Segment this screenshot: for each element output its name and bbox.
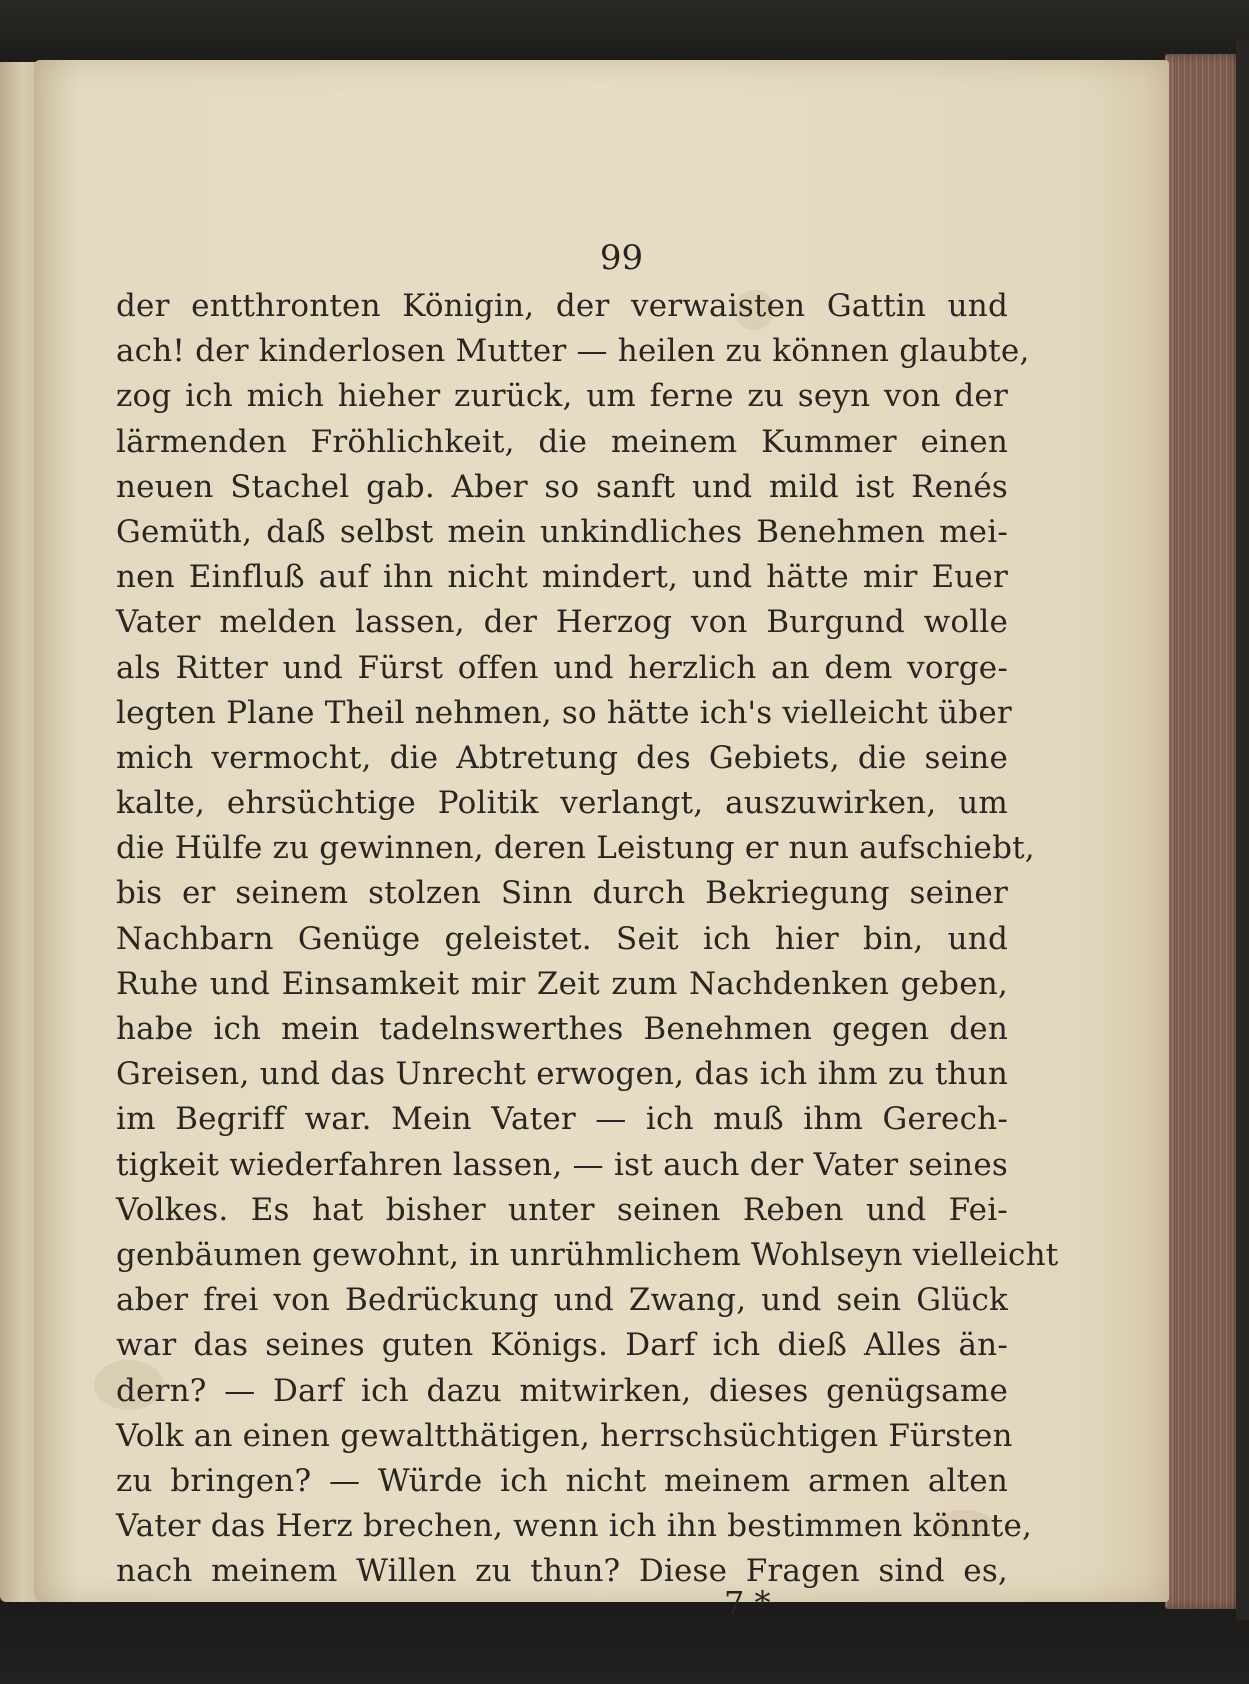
text-line: neuen Stachel gab. Aber so sanft und mild ist Renés bbox=[116, 468, 1008, 505]
text-line: als Ritter und Fürst offen und herzlich an dem vorge- bbox=[116, 649, 1008, 686]
text-line: lärmenden Fröhlichkeit, die meinem Kummer einen bbox=[116, 423, 1008, 460]
text-line: bis er seinem stolzen Sinn durch Bekriegung seiner bbox=[116, 875, 1008, 912]
text-line: Gemüth, daß selbst mein unkindliches Benehmen mei- bbox=[116, 513, 1008, 550]
printer-signature-mark: 7 * bbox=[724, 1584, 771, 1622]
text-line: aber frei von Bedrückung und Zwang, und sein Glück bbox=[116, 1282, 1008, 1319]
book-cover-edge bbox=[1236, 40, 1249, 1620]
text-line: Ruhe und Einsamkeit mir Zeit zum Nachdenken geben, bbox=[116, 965, 1008, 1002]
text-line: tigkeit wiederfahren lassen, — ist auch der Vater seines bbox=[116, 1146, 1008, 1183]
text-line: Vater melden lassen, der Herzog von Burgund wolle bbox=[116, 604, 1008, 641]
text-line: im Begriff war. Mein Vater — ich muß ihm Gerech- bbox=[116, 1101, 1008, 1138]
text-line: legten Plane Theil nehmen, so hätte ich's vielleicht über bbox=[116, 694, 1012, 731]
text-line: genbäumen gewohnt, in unrühmlichem Wohlseyn vielleicht bbox=[116, 1236, 1059, 1273]
text-line: kalte, ehrsüchtige Politik verlangt, auszuwirken, um bbox=[116, 785, 1008, 822]
scanner-background-bottom bbox=[0, 1594, 1249, 1684]
text-line: Volkes. Es hat bisher unter seinen Reben und Fei- bbox=[116, 1191, 1008, 1228]
text-line: nen Einfluß auf ihn nicht mindert, und hätte mir Euer bbox=[116, 559, 1008, 596]
text-line: Nachbarn Genüge geleistet. Seit ich hier bin, und bbox=[116, 920, 1008, 957]
text-line: zu bringen? — Würde ich nicht meinem armen alten bbox=[116, 1462, 1008, 1499]
text-line: der entthronten Königin, der verwaisten Gattin und bbox=[116, 288, 1008, 324]
text-line: Greisen, und das Unrecht erwogen, das ich ihm zu thun bbox=[116, 1056, 1008, 1093]
text-line: nach meinem Willen zu thun? Diese Fragen sind es, bbox=[116, 1553, 1008, 1590]
text-line: ach! der kinderlosen Mutter — heilen zu können glaubte, bbox=[116, 333, 1030, 370]
text-line: war das seines guten Königs. Darf ich dieß Alles än- bbox=[116, 1327, 1008, 1364]
text-line: dern? — Darf ich dazu mitwirken, dieses genügsame bbox=[116, 1372, 1008, 1409]
text-line: Vater das Herz brechen, wenn ich ihn bestimmen könnte, bbox=[116, 1508, 1033, 1545]
page-number: 99 bbox=[599, 238, 644, 278]
text-line: zog ich mich hieher zurück, um ferne zu seyn von der bbox=[116, 378, 1008, 415]
book-fore-edge bbox=[1165, 54, 1243, 1609]
body-text bbox=[116, 284, 1059, 1594]
text-line: mich vermocht, die Abtretung des Gebiets, die seine bbox=[116, 739, 1008, 776]
text-line: die Hülfe zu gewinnen, deren Leistung er nun aufschiebt, bbox=[116, 830, 1035, 867]
text-line: Volk an einen gewaltthätigen, herrschsüchtigen Fürsten bbox=[116, 1417, 1013, 1454]
book-page bbox=[34, 60, 1169, 1622]
text-line: habe ich mein tadelnswerthes Benehmen gegen den bbox=[116, 1011, 1008, 1047]
